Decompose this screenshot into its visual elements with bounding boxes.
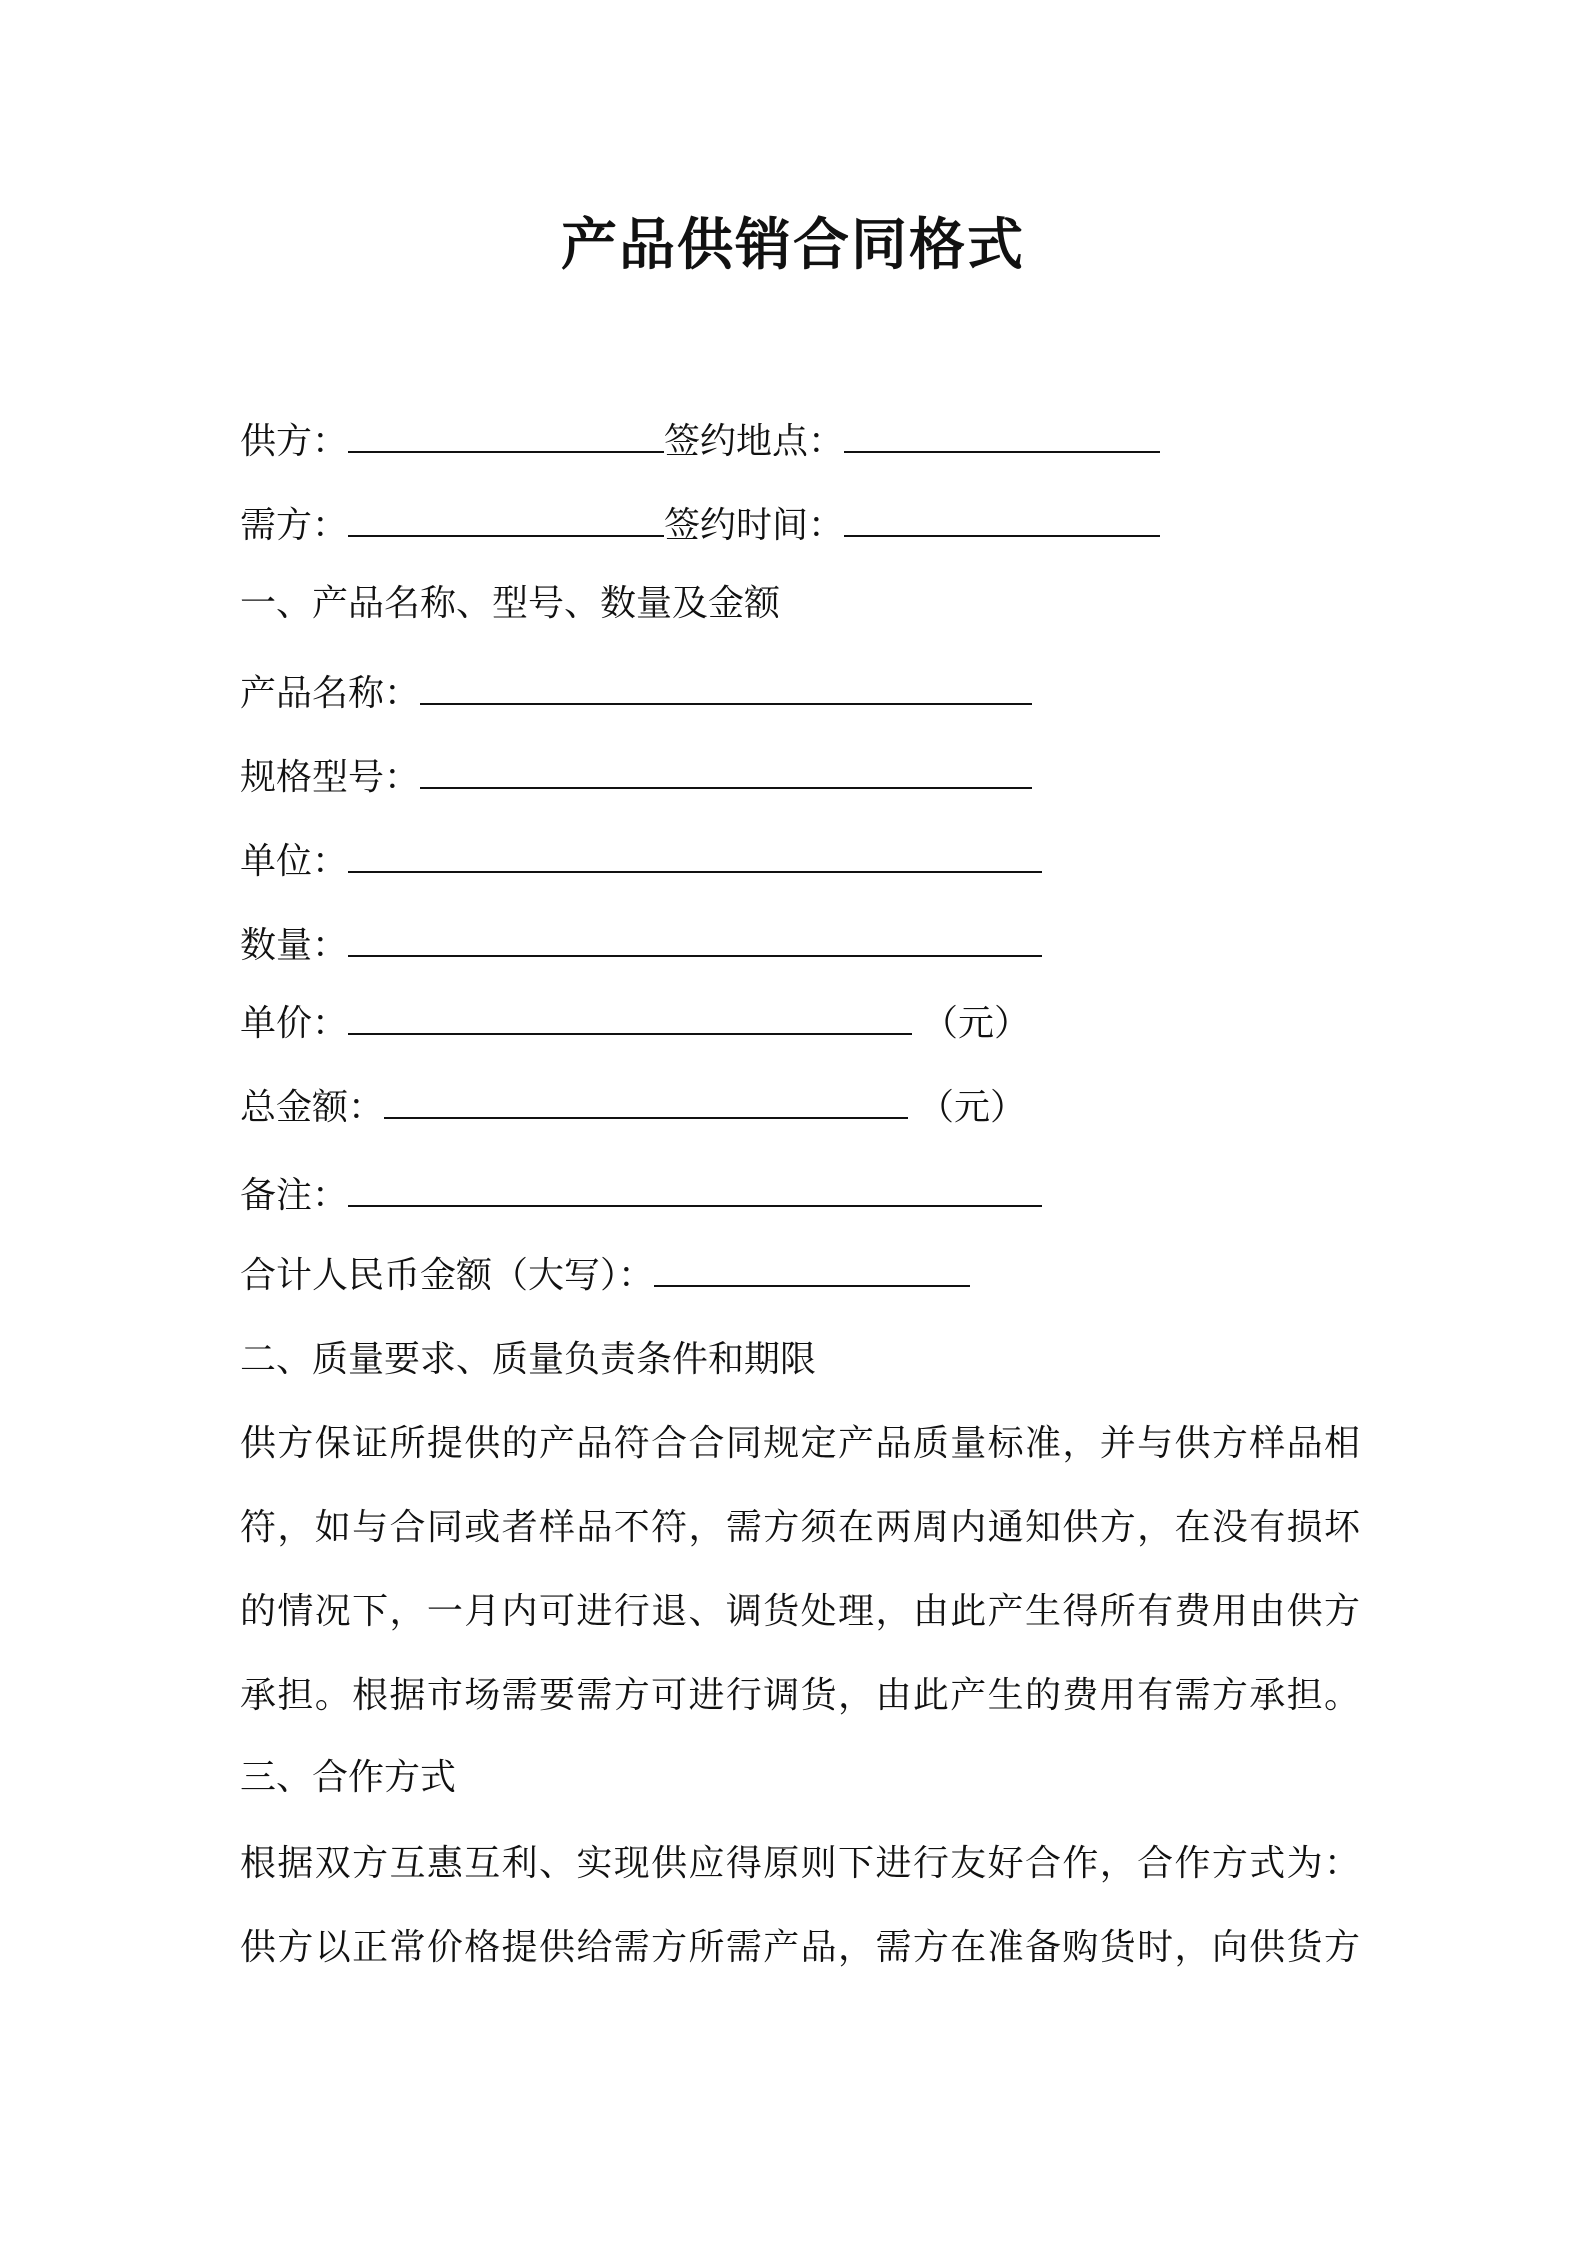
section3-heading: 三、合作方式	[240, 1757, 457, 1798]
section1-heading: 一、产品名称、型号、数量及金额	[240, 583, 781, 624]
signing-place-label: 签约地点：	[664, 421, 845, 462]
supplier-field[interactable]	[348, 417, 664, 453]
unit-label: 单位：	[240, 841, 349, 882]
signing-place-field[interactable]	[844, 417, 1160, 453]
unit-price-field[interactable]	[348, 999, 912, 1035]
rmb-total-label: 合计人民币金额（大写）：	[240, 1255, 655, 1296]
rmb-total-row	[240, 1250, 970, 1302]
product-name-row	[240, 668, 1032, 720]
section2-line-1: 供方保证所提供的产品符合合同规定产品质量标准，并与供方样品相	[240, 1423, 1360, 1464]
buyer-label: 需方：	[240, 505, 349, 546]
remarks-label: 备注：	[240, 1175, 349, 1216]
section2-line-3: 的情况下，一月内可进行退、调货处理，由此产生得所有费用由供方	[240, 1591, 1360, 1632]
unit-price-suffix: （元）	[922, 1003, 1031, 1044]
total-amount-suffix: （元）	[918, 1087, 1027, 1128]
signing-time-field[interactable]	[844, 501, 1160, 537]
spec-model-label: 规格型号：	[240, 757, 421, 798]
supplier-label: 供方：	[240, 421, 349, 462]
section2-line-2: 符，如与合同或者样品不符，需方须在两周内通知供方，在没有损坏	[240, 1507, 1360, 1548]
total-amount-label: 总金额：	[240, 1087, 385, 1128]
buyer-field[interactable]	[348, 501, 664, 537]
spec-model-row	[240, 752, 1032, 804]
quantity-label: 数量：	[240, 925, 349, 966]
spec-model-field[interactable]	[420, 753, 1032, 789]
page-title: 产品供销合同格式	[561, 213, 1025, 278]
section3-line-1: 根据双方互惠互利、实现供应得原则下进行友好合作，合作方式为：	[240, 1843, 1360, 1884]
unit-row	[240, 836, 1042, 888]
remarks-row	[240, 1170, 1042, 1222]
section2-heading: 二、质量要求、质量负责条件和期限	[240, 1339, 817, 1380]
quantity-row	[240, 920, 1042, 972]
product-name-field[interactable]	[420, 669, 1032, 705]
remarks-field[interactable]	[348, 1171, 1042, 1207]
total-amount-row	[240, 1082, 1026, 1134]
total-amount-field[interactable]	[384, 1083, 908, 1119]
supplier-row	[240, 416, 1160, 468]
unit-price-label: 单价：	[240, 1003, 349, 1044]
quantity-field[interactable]	[348, 921, 1042, 957]
unit-field[interactable]	[348, 837, 1042, 873]
section3-line-2: 供方以正常价格提供给需方所需产品，需方在准备购货时，向供货方	[240, 1927, 1360, 1968]
signing-time-label: 签约时间：	[664, 505, 845, 546]
product-name-label: 产品名称：	[240, 673, 421, 714]
unit-price-row	[240, 998, 1030, 1050]
buyer-row	[240, 500, 1160, 552]
section2-line-4: 承担。根据市场需要需方可进行调货，由此产生的费用有需方承担。	[240, 1675, 1360, 1716]
rmb-total-field[interactable]	[654, 1251, 970, 1287]
